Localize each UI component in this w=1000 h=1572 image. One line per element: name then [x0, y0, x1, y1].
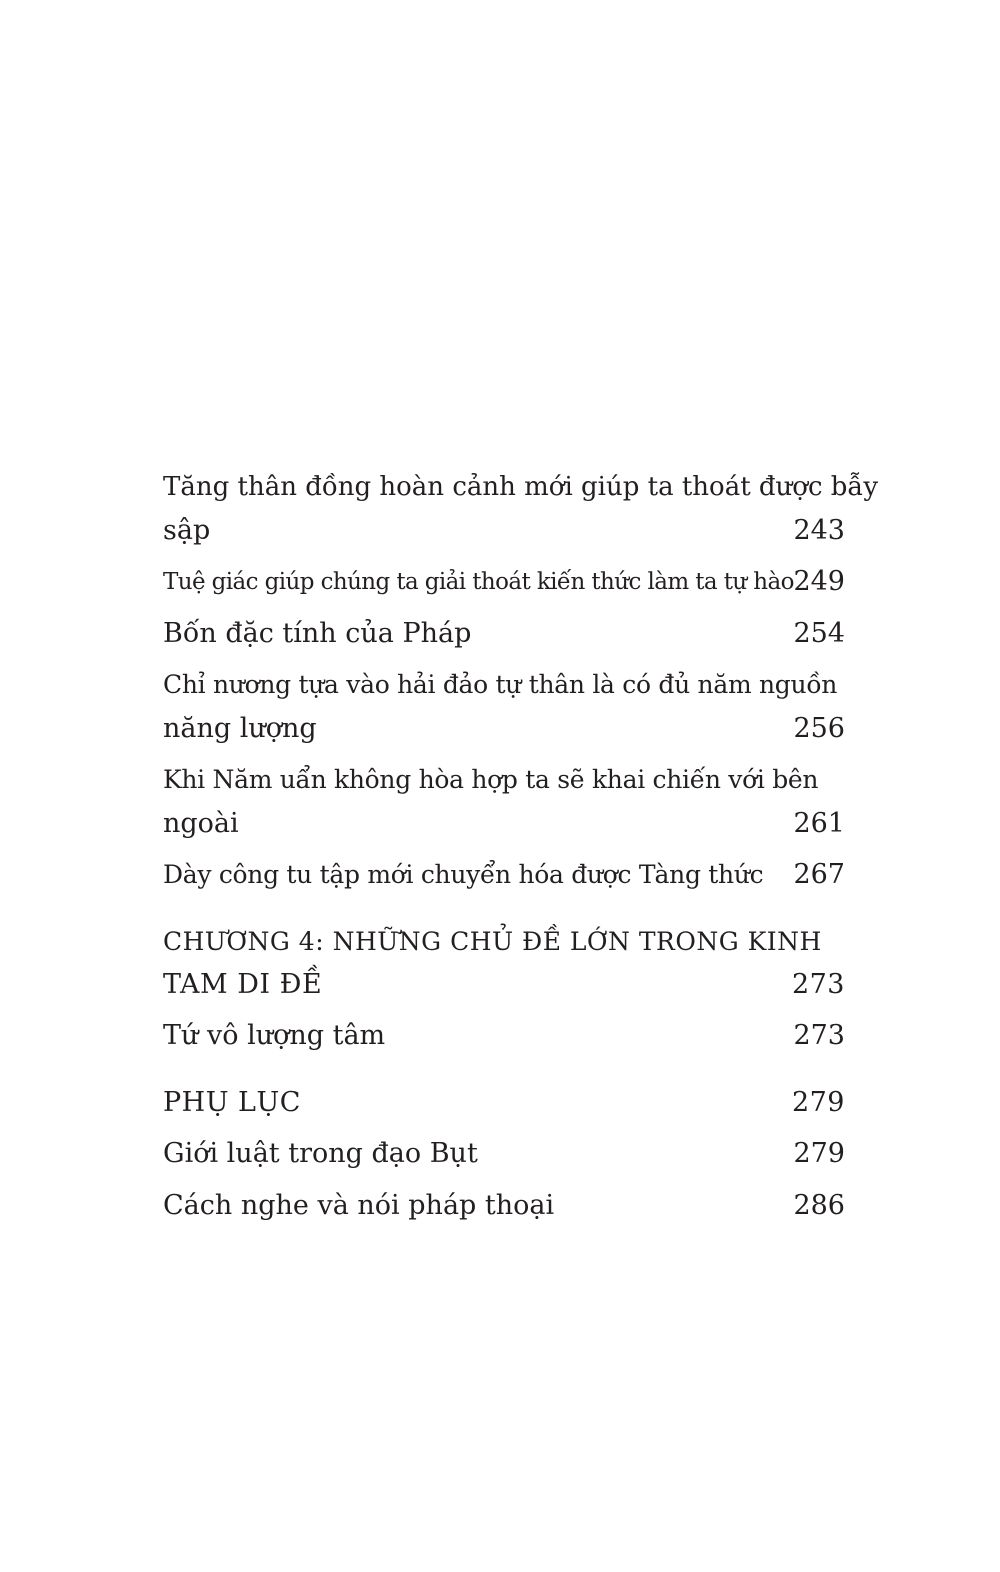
- toc-entry-page: 273: [791, 969, 845, 1000]
- toc-entry-title: Giới luật trong đạo Bụt: [163, 1138, 478, 1169]
- toc-entry-title: Tứ vô lượng tâm: [163, 1020, 386, 1051]
- toc-entry-page: 261: [793, 808, 845, 839]
- toc-entry-title: PHỤ LỤC: [163, 1087, 301, 1118]
- toc-entry-title: CHƯƠNG 4: NHỮNG CHỦ ĐỀ LỚN TRONG KINH: [163, 927, 822, 956]
- toc-entry-title: Dày công tu tập mới chuyển hóa được Tàng thức: [163, 860, 764, 889]
- toc-entry-title: sập: [163, 515, 211, 546]
- toc-entry-page: 254: [793, 618, 845, 649]
- toc-entry-title: Bốn đặc tính của Pháp: [163, 618, 472, 649]
- toc-entry-page: 267: [793, 859, 845, 890]
- toc-entry-title: TAM DI ĐỀ: [163, 969, 323, 1000]
- toc-entry-page: 273: [793, 1020, 845, 1051]
- toc-entry-page: 243: [793, 515, 845, 546]
- toc-entry-page: 279: [791, 1087, 845, 1118]
- toc-entry-title: Tăng thân đồng hoàn cảnh mới giúp ta thoát được bẫy: [163, 472, 879, 502]
- toc-entry-title: năng lượng: [163, 713, 317, 744]
- toc-entry-title: Khi Năm uẩn không hòa hợp ta sẽ khai chiến với bên: [163, 765, 819, 794]
- toc-entry-title: Chỉ nương tựa vào hải đảo tự thân là có đủ năm nguồn: [163, 670, 838, 699]
- toc-entry-title: ngoài: [163, 808, 239, 839]
- toc-entry-page: 256: [793, 713, 845, 744]
- toc-entry-page: 279: [793, 1138, 845, 1169]
- toc-entry-title: Tuệ giác giúp chúng ta giải thoát kiến thức làm ta tự hào: [163, 569, 794, 595]
- toc-entry-page: 286: [793, 1190, 845, 1221]
- toc-entry-page: 249: [793, 566, 845, 597]
- toc-entry-title: Cách nghe và nói pháp thoại: [163, 1190, 555, 1221]
